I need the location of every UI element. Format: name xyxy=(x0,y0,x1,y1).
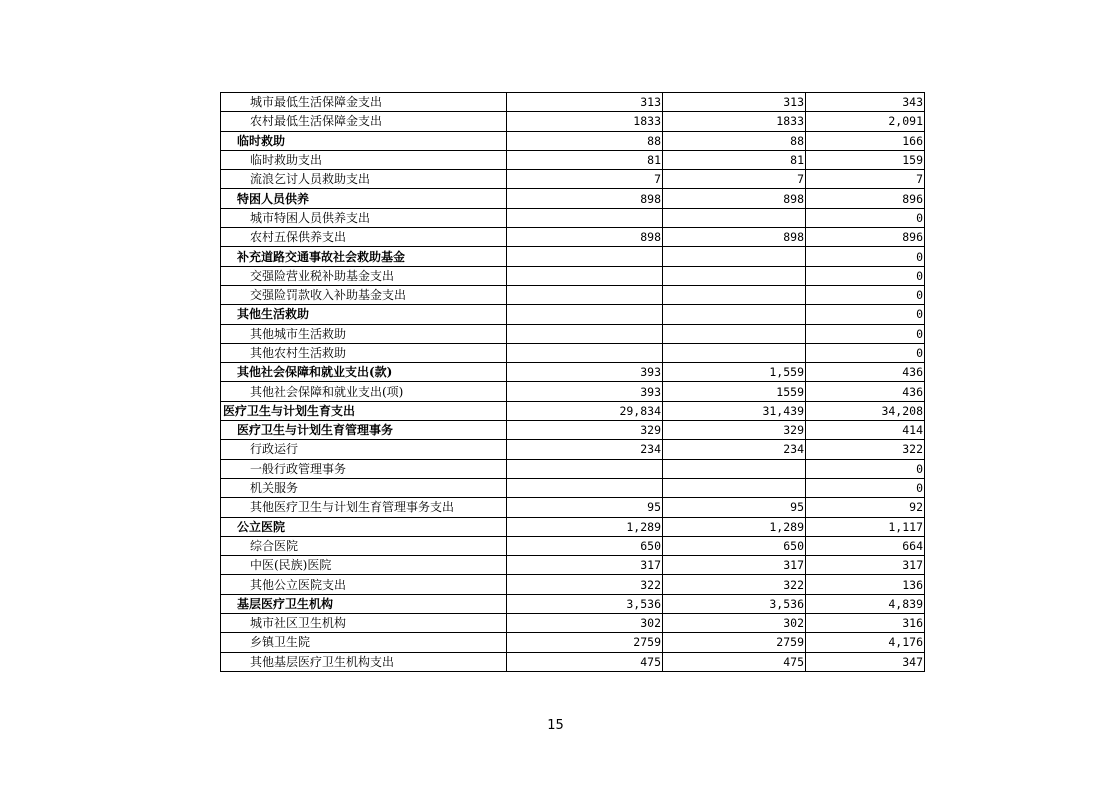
value-cell-col1: 650 xyxy=(507,536,663,555)
row-label: 其他生活救助 xyxy=(221,305,507,324)
table-row xyxy=(221,305,925,324)
value-cell-col3: 347 xyxy=(806,652,925,671)
table-row xyxy=(221,150,925,169)
table-row xyxy=(221,652,925,671)
value-cell-col3: 4,839 xyxy=(806,594,925,613)
value-cell-col2 xyxy=(663,247,806,266)
value-cell-col3: 896 xyxy=(806,189,925,208)
value-cell-col2: 317 xyxy=(663,556,806,575)
value-cell-col1: 302 xyxy=(507,614,663,633)
row-label: 中医(民族)医院 xyxy=(221,556,507,575)
table-row xyxy=(221,421,925,440)
value-cell-col2 xyxy=(663,478,806,497)
value-cell-col3: 0 xyxy=(806,247,925,266)
value-cell-col3: 159 xyxy=(806,150,925,169)
table-row xyxy=(221,189,925,208)
table-row xyxy=(221,401,925,420)
value-cell-col2 xyxy=(663,285,806,304)
value-cell-col1: 7 xyxy=(507,170,663,189)
value-cell-col2: 313 xyxy=(663,93,806,112)
row-label: 其他医疗卫生与计划生育管理事务支出 xyxy=(221,498,507,517)
row-label: 乡镇卫生院 xyxy=(221,633,507,652)
value-cell-col3: 316 xyxy=(806,614,925,633)
page-number: 15 xyxy=(547,718,564,733)
value-cell-col3: 0 xyxy=(806,208,925,227)
value-cell-col1: 88 xyxy=(507,131,663,150)
value-cell-col1: 81 xyxy=(507,150,663,169)
table-row xyxy=(221,93,925,112)
value-cell-col2: 81 xyxy=(663,150,806,169)
row-label: 特困人员供养 xyxy=(221,189,507,208)
value-cell-col2: 302 xyxy=(663,614,806,633)
budget-table xyxy=(220,92,925,672)
value-cell-col3: 664 xyxy=(806,536,925,555)
row-label: 交强险罚款收入补助基金支出 xyxy=(221,285,507,304)
value-cell-col3: 92 xyxy=(806,498,925,517)
table-row xyxy=(221,633,925,652)
row-label: 基层医疗卫生机构 xyxy=(221,594,507,613)
row-label: 其他农村生活救助 xyxy=(221,343,507,362)
row-label: 流浪乞讨人员救助支出 xyxy=(221,170,507,189)
row-label: 一般行政管理事务 xyxy=(221,459,507,478)
value-cell-col2: 1,559 xyxy=(663,363,806,382)
row-label: 其他公立医院支出 xyxy=(221,575,507,594)
value-cell-col1: 234 xyxy=(507,440,663,459)
table-row xyxy=(221,363,925,382)
table-row xyxy=(221,459,925,478)
value-cell-col2: 898 xyxy=(663,189,806,208)
value-cell-col1: 313 xyxy=(507,93,663,112)
row-label: 其他社会保障和就业支出(项) xyxy=(221,382,507,401)
table-row xyxy=(221,575,925,594)
value-cell-col3: 4,176 xyxy=(806,633,925,652)
row-label: 医疗卫生与计划生育管理事务 xyxy=(221,421,507,440)
row-label: 临时救助支出 xyxy=(221,150,507,169)
value-cell-col3: 0 xyxy=(806,459,925,478)
table-row xyxy=(221,285,925,304)
value-cell-col1: 322 xyxy=(507,575,663,594)
table-row xyxy=(221,324,925,343)
value-cell-col1: 3,536 xyxy=(507,594,663,613)
value-cell-col2: 329 xyxy=(663,421,806,440)
value-cell-col1: 329 xyxy=(507,421,663,440)
table-row xyxy=(221,536,925,555)
value-cell-col2: 1833 xyxy=(663,112,806,131)
table-row xyxy=(221,247,925,266)
row-label: 其他社会保障和就业支出(款) xyxy=(221,363,507,382)
row-label: 城市社区卫生机构 xyxy=(221,614,507,633)
row-label: 其他基层医疗卫生机构支出 xyxy=(221,652,507,671)
value-cell-col3: 896 xyxy=(806,228,925,247)
value-cell-col1 xyxy=(507,266,663,285)
value-cell-col3: 0 xyxy=(806,266,925,285)
table-row xyxy=(221,440,925,459)
value-cell-col3: 2,091 xyxy=(806,112,925,131)
row-label: 医疗卫生与计划生育支出 xyxy=(221,401,507,420)
table-row xyxy=(221,556,925,575)
row-label: 其他城市生活救助 xyxy=(221,324,507,343)
value-cell-col3: 436 xyxy=(806,363,925,382)
value-cell-col2: 7 xyxy=(663,170,806,189)
value-cell-col3: 317 xyxy=(806,556,925,575)
row-label: 交强险营业税补助基金支出 xyxy=(221,266,507,285)
value-cell-col1 xyxy=(507,478,663,497)
value-cell-col1 xyxy=(507,343,663,362)
value-cell-col1 xyxy=(507,459,663,478)
value-cell-col2: 2759 xyxy=(663,633,806,652)
value-cell-col2: 650 xyxy=(663,536,806,555)
value-cell-col1 xyxy=(507,324,663,343)
value-cell-col2 xyxy=(663,305,806,324)
value-cell-col2: 31,439 xyxy=(663,401,806,420)
value-cell-col1: 393 xyxy=(507,382,663,401)
row-label: 行政运行 xyxy=(221,440,507,459)
value-cell-col1 xyxy=(507,208,663,227)
value-cell-col3: 166 xyxy=(806,131,925,150)
value-cell-col1: 95 xyxy=(507,498,663,517)
value-cell-col2 xyxy=(663,324,806,343)
table-row xyxy=(221,131,925,150)
row-label: 机关服务 xyxy=(221,478,507,497)
table-row xyxy=(221,228,925,247)
value-cell-col3: 0 xyxy=(806,324,925,343)
value-cell-col1: 29,834 xyxy=(507,401,663,420)
value-cell-col1: 317 xyxy=(507,556,663,575)
value-cell-col2 xyxy=(663,459,806,478)
value-cell-col2: 95 xyxy=(663,498,806,517)
row-label: 综合医院 xyxy=(221,536,507,555)
value-cell-col3: 322 xyxy=(806,440,925,459)
value-cell-col1: 475 xyxy=(507,652,663,671)
value-cell-col2 xyxy=(663,266,806,285)
value-cell-col3: 0 xyxy=(806,343,925,362)
value-cell-col1: 2759 xyxy=(507,633,663,652)
value-cell-col2 xyxy=(663,208,806,227)
value-cell-col2: 322 xyxy=(663,575,806,594)
table-body xyxy=(221,93,925,672)
table-row xyxy=(221,170,925,189)
table-row xyxy=(221,478,925,497)
value-cell-col3: 7 xyxy=(806,170,925,189)
value-cell-col1 xyxy=(507,285,663,304)
row-label: 城市最低生活保障金支出 xyxy=(221,93,507,112)
value-cell-col2: 88 xyxy=(663,131,806,150)
value-cell-col1 xyxy=(507,247,663,266)
row-label: 公立医院 xyxy=(221,517,507,536)
value-cell-col1 xyxy=(507,305,663,324)
value-cell-col1: 898 xyxy=(507,189,663,208)
value-cell-col3: 0 xyxy=(806,478,925,497)
table-row xyxy=(221,517,925,536)
value-cell-col2: 234 xyxy=(663,440,806,459)
table-row xyxy=(221,382,925,401)
table-row xyxy=(221,208,925,227)
value-cell-col3: 0 xyxy=(806,305,925,324)
value-cell-col2: 1,289 xyxy=(663,517,806,536)
row-label: 农村最低生活保障金支出 xyxy=(221,112,507,131)
row-label: 临时救助 xyxy=(221,131,507,150)
row-label: 农村五保供养支出 xyxy=(221,228,507,247)
value-cell-col2: 3,536 xyxy=(663,594,806,613)
row-label: 补充道路交通事故社会救助基金 xyxy=(221,247,507,266)
table-row xyxy=(221,614,925,633)
table-row xyxy=(221,266,925,285)
value-cell-col3: 136 xyxy=(806,575,925,594)
table-row xyxy=(221,594,925,613)
value-cell-col3: 0 xyxy=(806,285,925,304)
value-cell-col1: 1833 xyxy=(507,112,663,131)
value-cell-col1: 393 xyxy=(507,363,663,382)
value-cell-col3: 436 xyxy=(806,382,925,401)
row-label: 城市特困人员供养支出 xyxy=(221,208,507,227)
table-row xyxy=(221,112,925,131)
value-cell-col2 xyxy=(663,343,806,362)
value-cell-col1: 898 xyxy=(507,228,663,247)
value-cell-col2: 1559 xyxy=(663,382,806,401)
table-row xyxy=(221,343,925,362)
value-cell-col3: 343 xyxy=(806,93,925,112)
table-row xyxy=(221,498,925,517)
value-cell-col3: 1,117 xyxy=(806,517,925,536)
value-cell-col3: 34,208 xyxy=(806,401,925,420)
value-cell-col2: 475 xyxy=(663,652,806,671)
value-cell-col1: 1,289 xyxy=(507,517,663,536)
value-cell-col3: 414 xyxy=(806,421,925,440)
value-cell-col2: 898 xyxy=(663,228,806,247)
